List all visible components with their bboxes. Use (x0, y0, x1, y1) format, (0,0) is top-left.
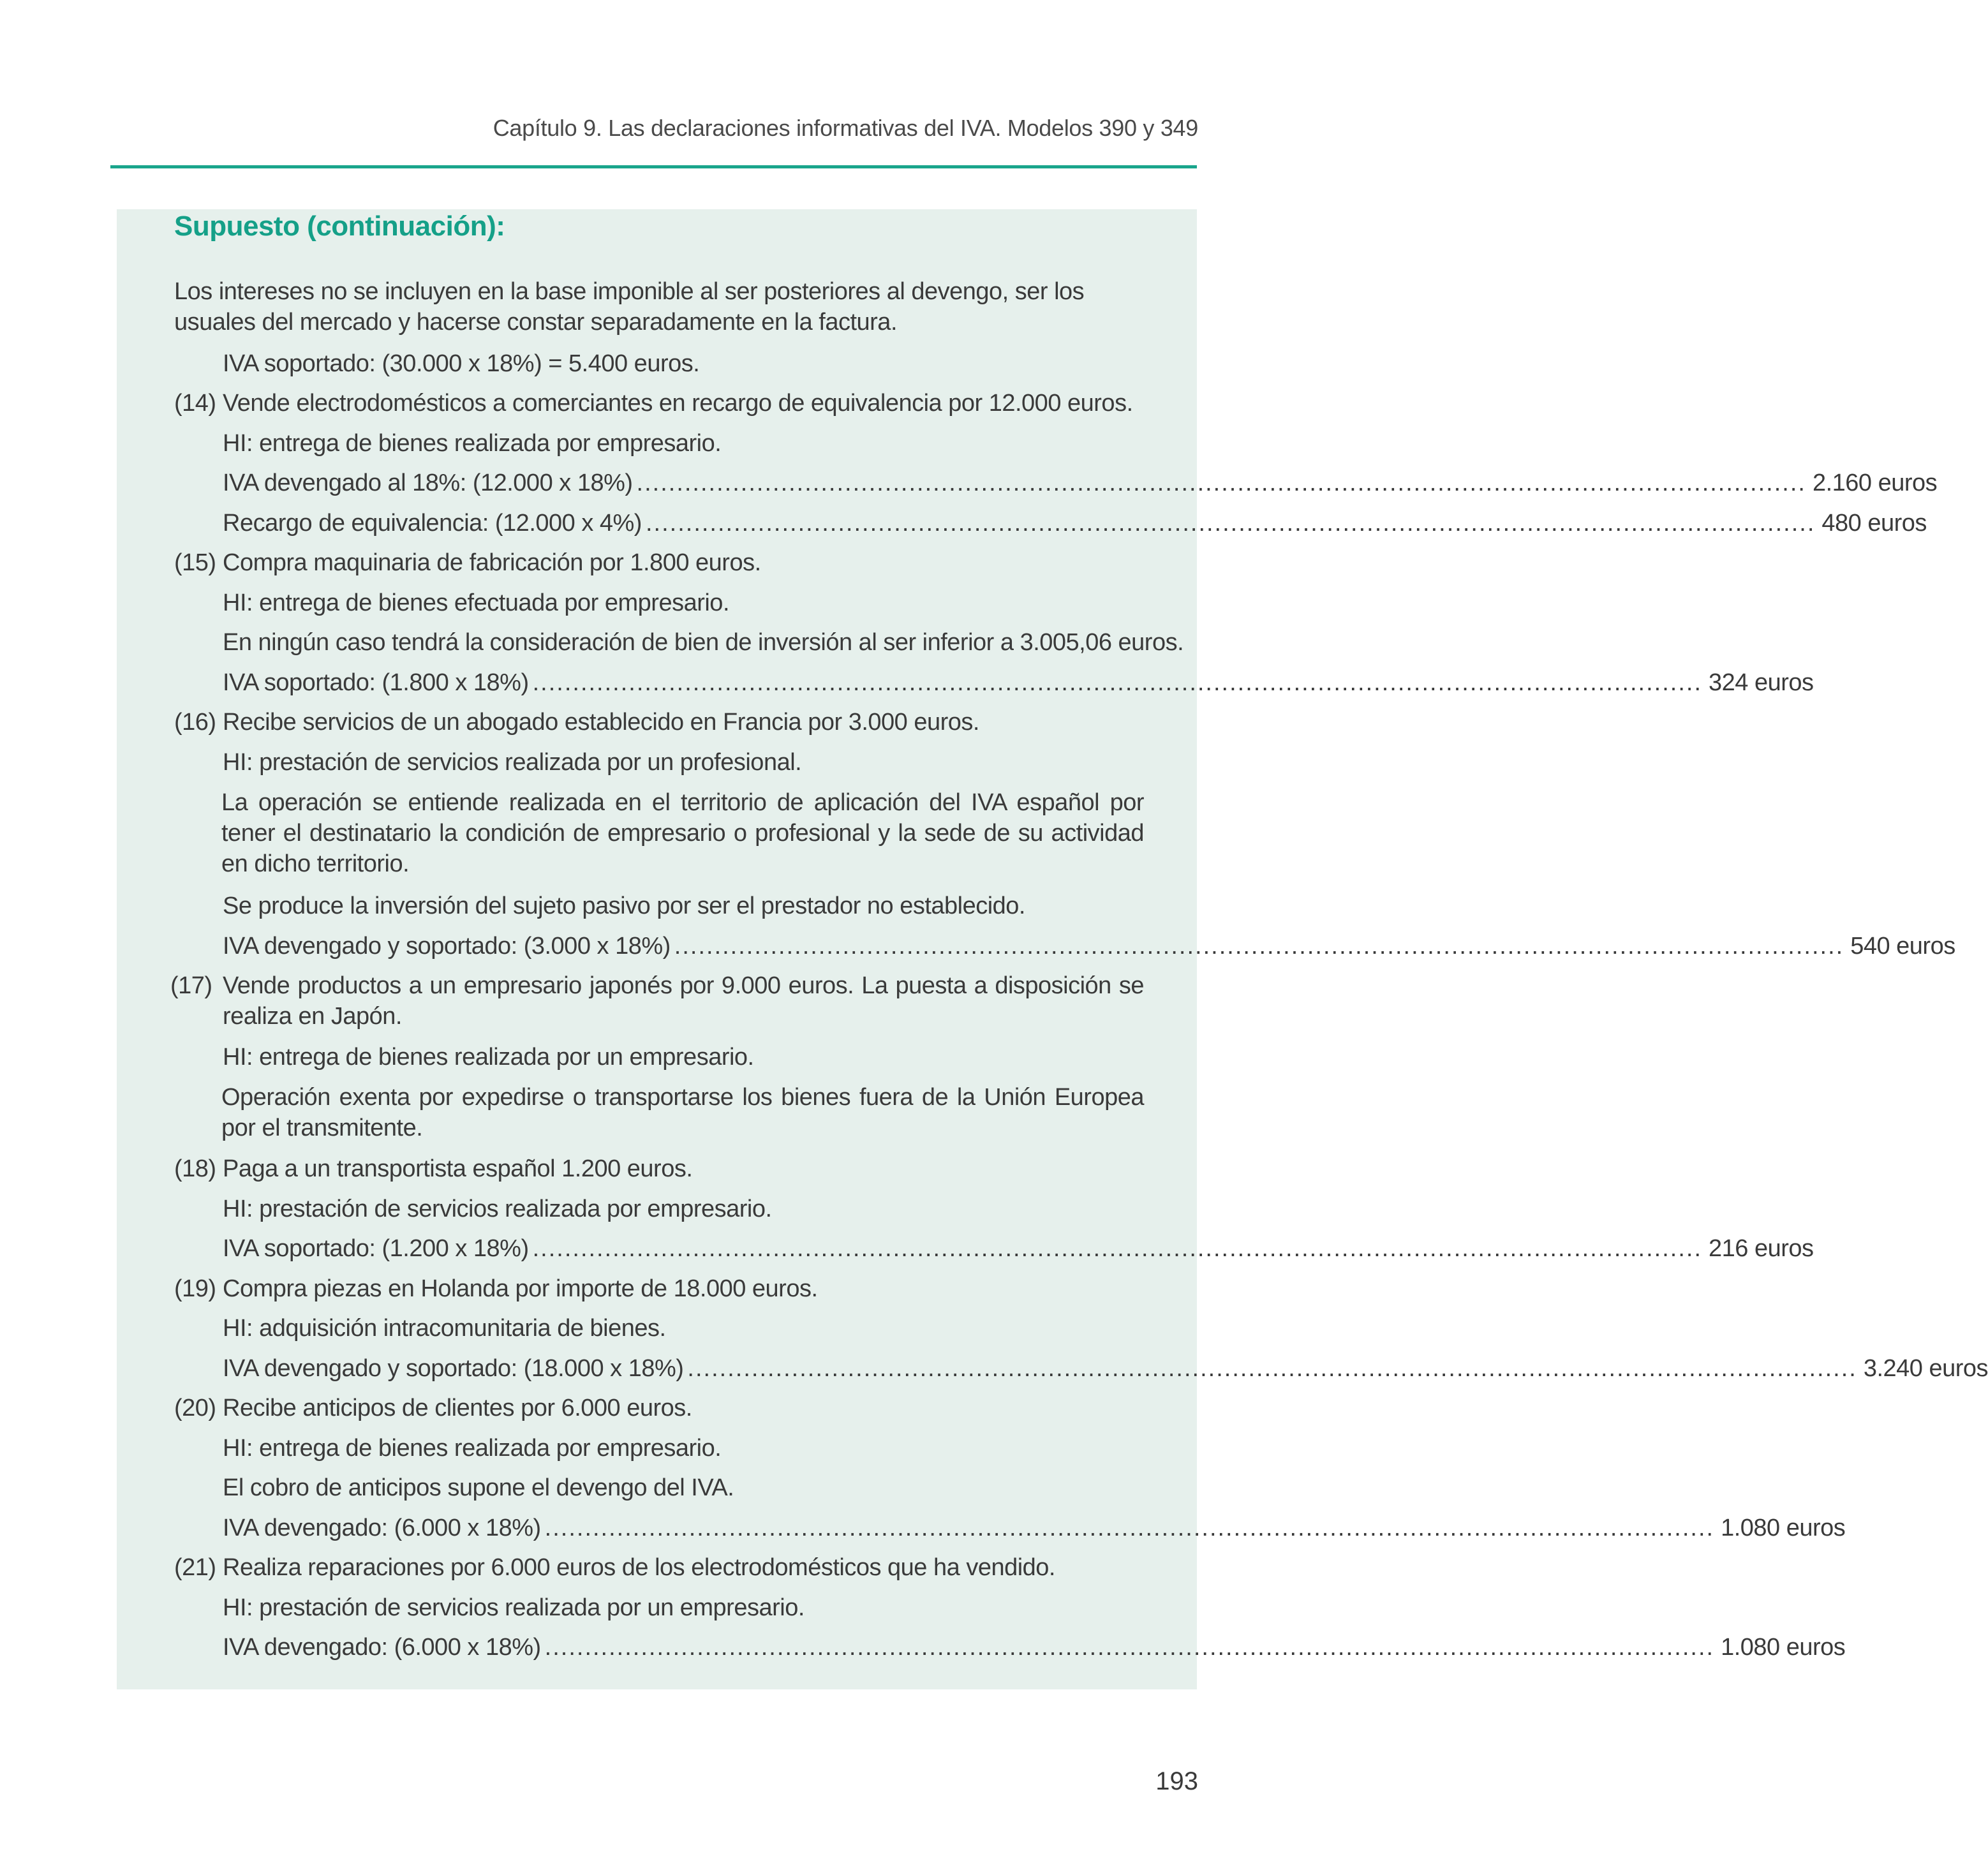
item-hi: HI: prestación de servicios realizada por un empresario. (223, 1594, 805, 1621)
item-hi: HI: entrega de bienes realizada por un empresario. (223, 1044, 754, 1071)
item-number: (14) (174, 390, 216, 417)
item-hi: HI: entrega de bienes realizada por empresario. (223, 1435, 722, 1462)
dot-leader: .................................................................................................................................................. (544, 1515, 1715, 1541)
item-text: Compra piezas en Holanda por importe de 18.000 euros. (223, 1275, 818, 1302)
item-hi: HI: entrega de bienes realizada por empresario. (223, 430, 722, 457)
calc-amount: 1.080 euros (1721, 1515, 1846, 1541)
calc-label: IVA soportado: (1.800 x 18%) (223, 669, 529, 696)
calc-label: IVA soportado: (1.200 x 18%) (223, 1235, 529, 1262)
item-hi: HI: entrega de bienes efectuada por empresario. (223, 590, 730, 616)
calc-label: IVA devengado y soportado: (3.000 x 18%) (223, 933, 671, 960)
calc-amount: 480 euros (1821, 510, 1927, 537)
box-title: Supuesto (continuación): (174, 211, 505, 242)
iva-soportado-line: IVA soportado: (30.000 x 18%) = 5.400 euros. (223, 350, 700, 377)
item-hi: HI: adquisición intracomunitaria de bienes. (223, 1315, 666, 1342)
item-note: La operación se entiende realizada en el territorio de aplicación del IVA español por tener el destinatario la condición de empresario o profesional y la sede de su actividad en dicho territorio. (221, 789, 1144, 877)
dot-leader: .................................................................................................................................................. (687, 1355, 1857, 1382)
item-text: Vende electrodomésticos a comerciantes en recargo de equivalencia por 12.000 euros. (223, 390, 1133, 417)
item-number: (15) (174, 549, 216, 576)
item-text: Recibe servicios de un abogado establecido en Francia por 3.000 euros. (223, 709, 979, 736)
item-note: Operación exenta por expedirse o transportarse los bienes fuera de la Unión Europea por el transmitente. (221, 1084, 1144, 1141)
item-number: (21) (174, 1554, 216, 1581)
item-note: Se produce la inversión del sujeto pasivo por ser el prestador no establecido. (223, 893, 1025, 919)
calc-amount: 2.160 euros (1812, 470, 1938, 496)
calc-amount: 324 euros (1709, 669, 1814, 696)
item-number: (19) (174, 1275, 216, 1302)
calc-amount: 1.080 euros (1721, 1634, 1846, 1661)
calc-line (223, 508, 1927, 538)
calc-line (223, 1513, 1846, 1543)
item-number: (20) (174, 1395, 216, 1421)
dot-leader: .................................................................................................................................................. (544, 1634, 1715, 1661)
item-number: (18) (174, 1155, 216, 1182)
calc-line (223, 1353, 1988, 1384)
calc-line (223, 667, 1814, 698)
item-text: Paga a un transportista español 1.200 euros. (223, 1155, 693, 1182)
item-hi: HI: prestación de servicios realizada por un profesional. (223, 749, 802, 776)
calc-amount: 540 euros (1850, 933, 1955, 960)
calc-label: IVA devengado al 18%: (12.000 x 18%) (223, 470, 633, 496)
item-note: El cobro de anticipos supone el devengo del IVA. (223, 1474, 734, 1501)
calc-line (223, 1632, 1846, 1663)
page-number: 193 (1155, 1767, 1198, 1795)
dot-leader: .................................................................................................................................................. (532, 669, 1703, 696)
item-text: Realiza reparaciones por 6.000 euros de los electrodomésticos que ha vendido. (223, 1554, 1055, 1581)
calc-label: IVA devengado: (6.000 x 18%) (223, 1634, 541, 1661)
calc-label: Recargo de equivalencia: (12.000 x 4%) (223, 510, 642, 537)
dot-leader: .................................................................................................................................................. (636, 470, 1806, 496)
item-text: Vende productos a un empresario japonés por 9.000 euros. La puesta a disposición se realiza en Japón. (223, 972, 1144, 1030)
item-text: Recibe anticipos de clientes por 6.000 euros. (223, 1395, 692, 1421)
calc-line (223, 931, 1955, 961)
item-text: Compra maquinaria de fabricación por 1.800 euros. (223, 549, 761, 576)
calc-line (223, 1233, 1814, 1264)
calc-amount: 3.240 euros (1863, 1355, 1988, 1382)
dot-leader: .................................................................................................................................................. (674, 933, 1844, 960)
running-header: Capítulo 9. Las declaraciones informativas del IVA. Modelos 390 y 349 (493, 115, 1198, 141)
calc-label: IVA devengado y soportado: (18.000 x 18%) (223, 1355, 684, 1382)
intro-paragraph: Los intereses no se incluyen en la base imponible al ser posteriores al devengo, ser los usuales del mercado y hacerse constar separadamente en la factura. (174, 278, 1085, 336)
calc-line (223, 468, 1938, 498)
item-number: (17) (170, 972, 212, 999)
calc-label: IVA devengado: (6.000 x 18%) (223, 1515, 541, 1541)
calc-amount: 216 euros (1709, 1235, 1814, 1262)
item-note: En ningún caso tendrá la consideración de bien de inversión al ser inferior a 3.005,06 euros. (223, 629, 1184, 656)
header-rule (110, 165, 1197, 168)
item-hi: HI: prestación de servicios realizada por empresario. (223, 1196, 772, 1222)
item-number: (16) (174, 709, 216, 736)
dot-leader: .................................................................................................................................................. (532, 1235, 1703, 1262)
dot-leader: .................................................................................................................................................. (645, 510, 1816, 537)
